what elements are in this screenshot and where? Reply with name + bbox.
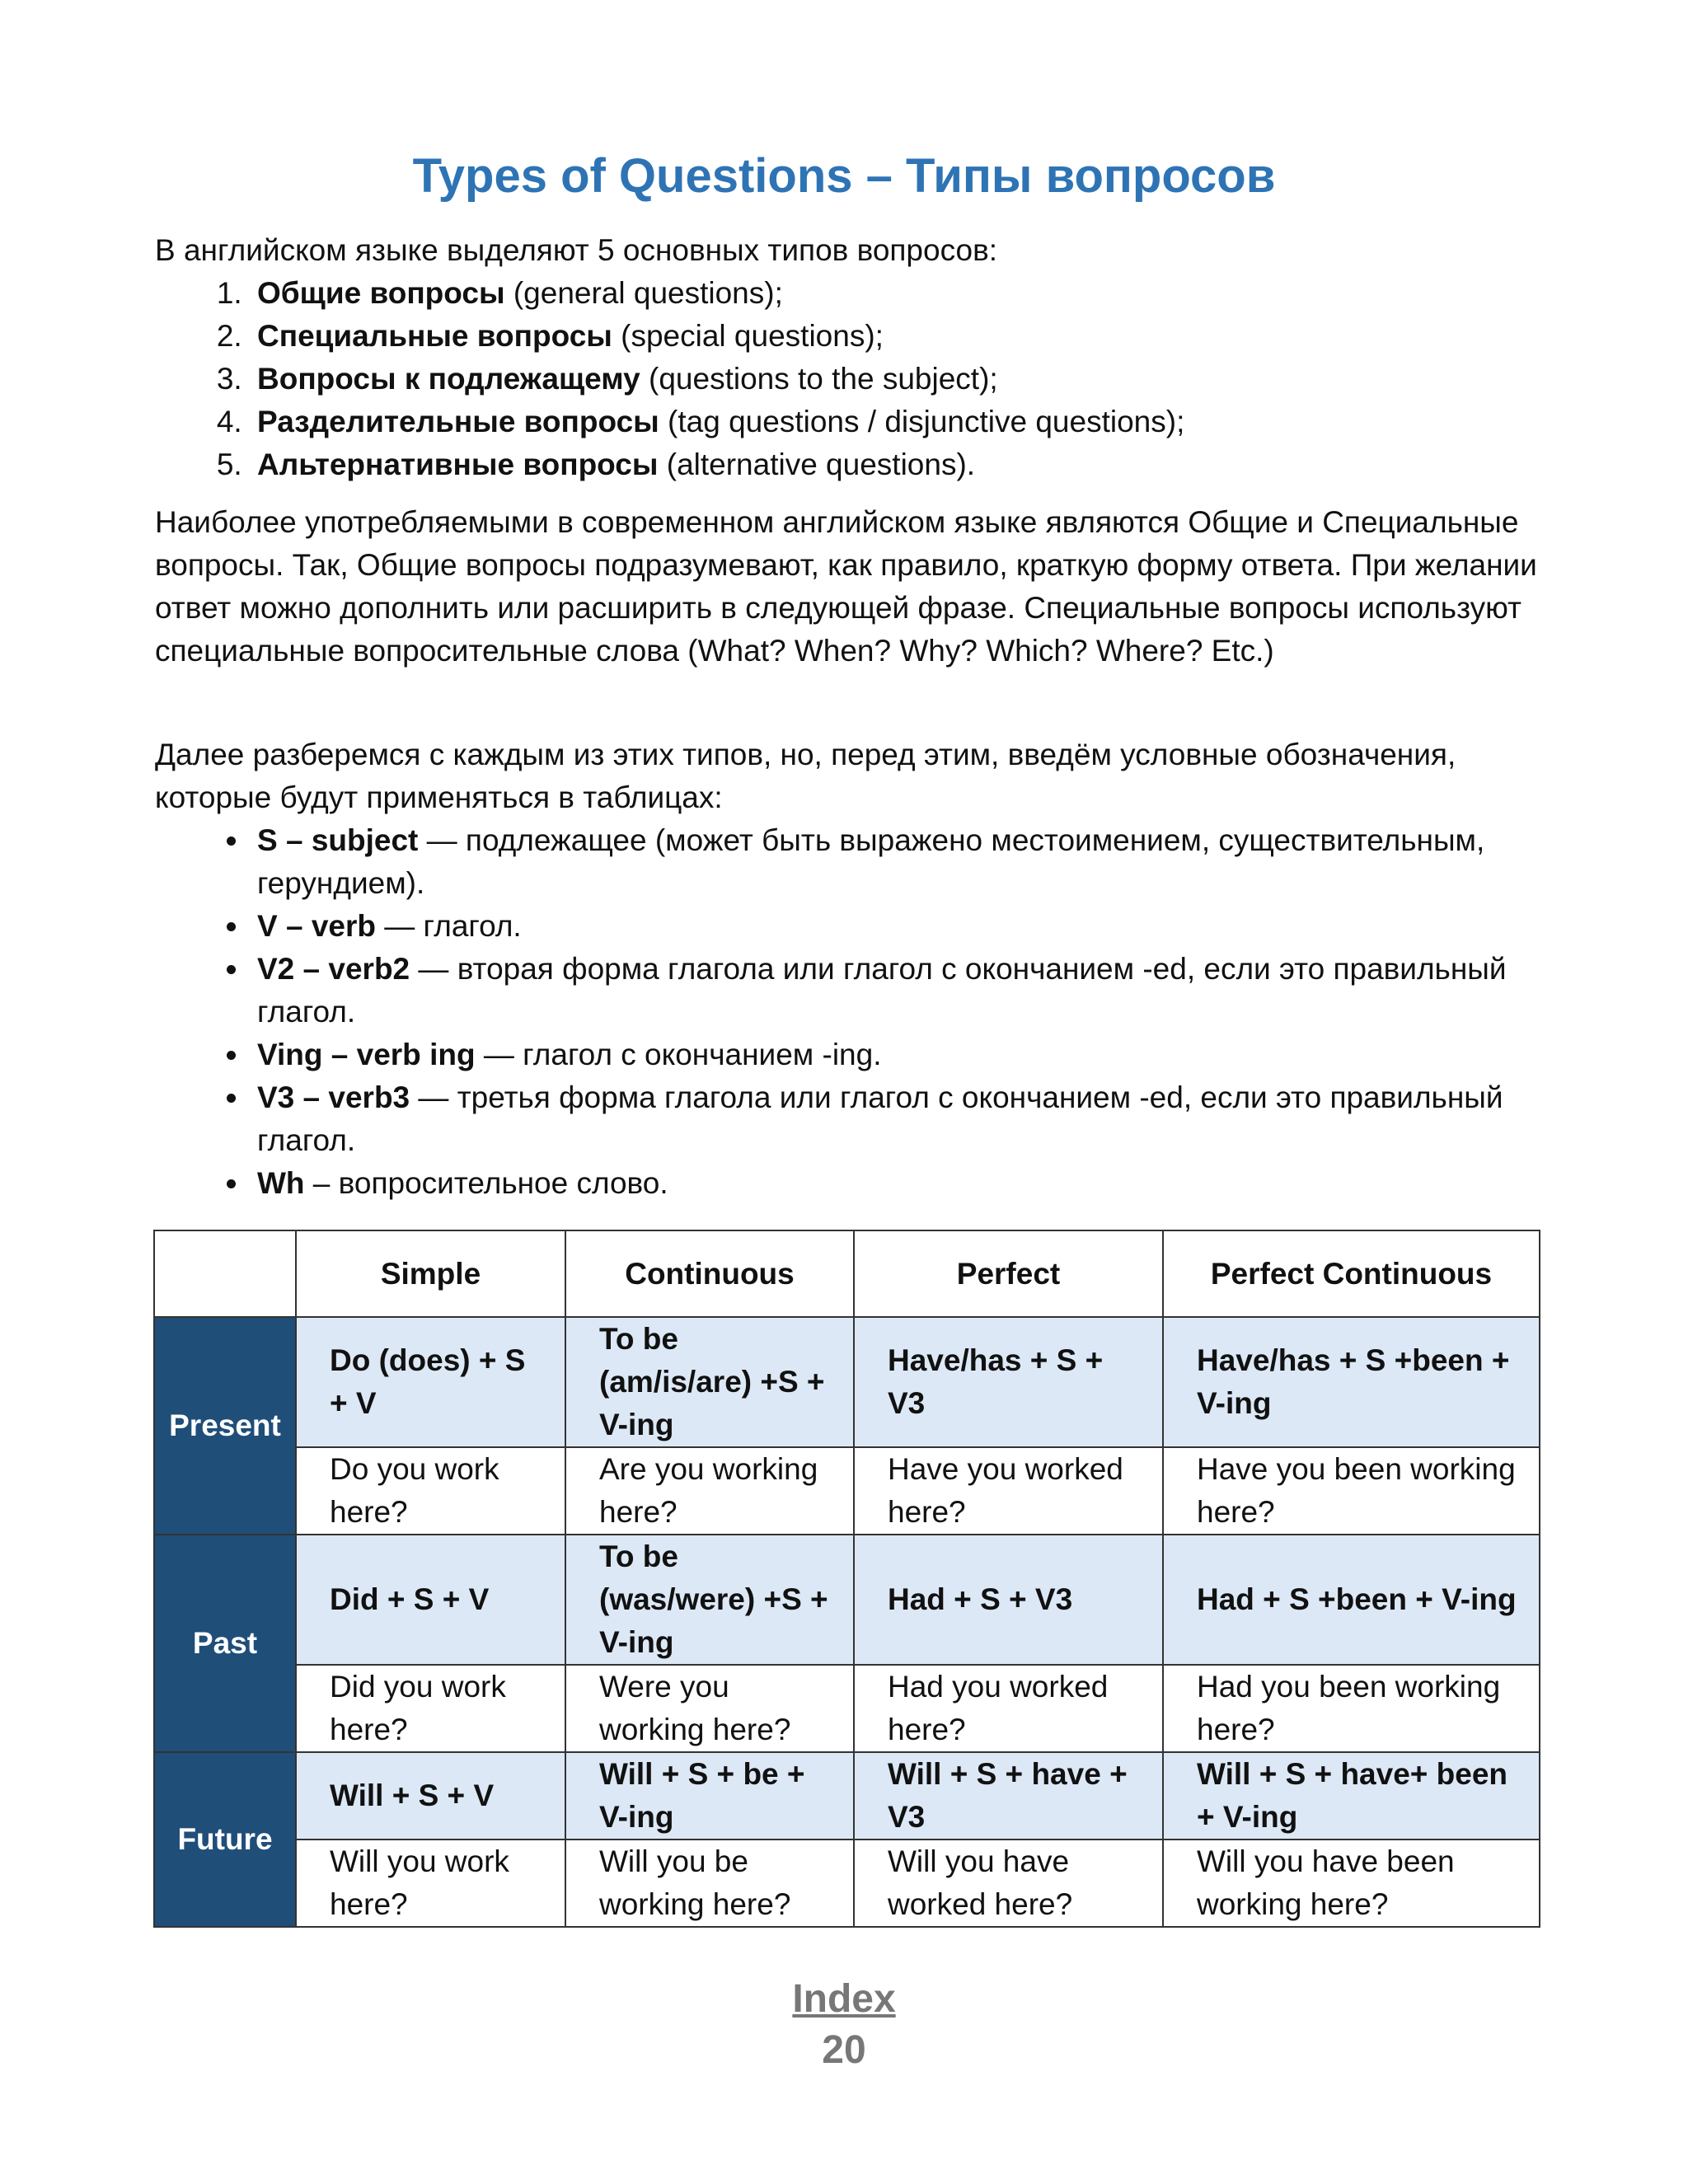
formula-cell: Did + S + V [296, 1535, 565, 1665]
formula-cell: Will + S + be + V-ing [565, 1752, 854, 1840]
list-item [251, 315, 1556, 358]
notation-section [155, 733, 1556, 1205]
formula-cell: To be (am/is/are) +S + V-ing [565, 1317, 854, 1447]
list-item [251, 358, 1556, 401]
list-item-term: Разделительные вопросы [257, 405, 659, 438]
example-cell: Will you have worked here? [854, 1840, 1163, 1927]
list-item-desc: — подлежащее (может быть выражено местоимением, существительным, герундием). [257, 823, 1485, 900]
page-title: Types of Questions – Типы вопросов [412, 149, 1276, 203]
example-cell: Were you working here? [565, 1665, 854, 1752]
example-cell: Do you work here? [296, 1447, 565, 1535]
example-cell: Will you work here? [296, 1840, 565, 1927]
list-item-term: S – subject [257, 823, 419, 857]
list-item [251, 905, 1556, 948]
table-row [154, 1447, 1540, 1535]
list-item-term: V2 – verb2 [257, 952, 410, 986]
list-item-desc: — вторая форма глагола или глагол с окончанием -ed, если это правильный глагол. [257, 952, 1507, 1029]
table-row [154, 1840, 1540, 1927]
page-footer [0, 1974, 1688, 2076]
list-item [251, 1162, 1556, 1205]
example-cell: Did you work here? [296, 1665, 565, 1752]
list-item-desc: — третья форма глагола или глагол с окончанием -ed, если это правильный глагол. [257, 1080, 1503, 1157]
table-corner-cell [154, 1230, 296, 1317]
list-item [251, 948, 1556, 1033]
paragraph-common-questions: Наиболее употребляемыми в современном английском языке являются Общие и Специальные вопросы. Так, Общие вопросы подразумевают, как правило, краткую форму ответа. При желании ответ можно дополнить или расширить в следующей фразе. Специальные вопросы используют специальные вопросительные слова (What? When? Why? Which? Where? Etc.) [155, 505, 1537, 668]
list-item [251, 819, 1556, 905]
example-cell: Are you working here? [565, 1447, 854, 1535]
example-cell: Have you worked here? [854, 1447, 1163, 1535]
list-item-desc: – вопросительное слово. [304, 1166, 668, 1200]
formula-cell: Had + S +been + V-ing [1163, 1535, 1540, 1665]
page-number: 20 [822, 2028, 866, 2072]
list-item-term: Ving – verb ing [257, 1038, 476, 1071]
list-item [251, 401, 1556, 443]
formula-cell: To be (was/were) +S + V-ing [565, 1535, 854, 1665]
example-cell: Had you worked here? [854, 1665, 1163, 1752]
list-item-term: Вопросы к подлежащему [257, 362, 640, 396]
table-row [154, 1317, 1540, 1447]
list-item-term: V – verb [257, 909, 376, 943]
column-header-simple: Simple [296, 1230, 565, 1317]
formula-cell: Will + S + have + V3 [854, 1752, 1163, 1840]
table-row [154, 1535, 1540, 1665]
list-item [251, 1033, 1556, 1076]
formula-cell: Have/has + S + V3 [854, 1317, 1163, 1447]
intro-text: В английском языке выделяют 5 основных типов вопросов: [155, 233, 998, 267]
list-item [251, 1076, 1556, 1162]
formula-cell: Will + S + V [296, 1752, 565, 1840]
row-header-present: Present [154, 1317, 296, 1535]
formula-cell: Had + S + V3 [854, 1535, 1163, 1665]
index-link[interactable]: Index [792, 1977, 896, 2021]
intro-section [155, 229, 1556, 486]
table-header-row [154, 1230, 1540, 1317]
table-row [154, 1752, 1540, 1840]
example-cell: Have you been working here? [1163, 1447, 1540, 1535]
list-item-term: V3 – verb3 [257, 1080, 410, 1114]
question-types-list [155, 272, 1556, 486]
column-header-continuous: Continuous [565, 1230, 854, 1317]
list-item-term: Специальные вопросы [257, 319, 612, 353]
tenses-question-table [153, 1230, 1540, 1928]
formula-cell: Do (does) + S + V [296, 1317, 565, 1447]
row-header-past: Past [154, 1535, 296, 1752]
row-header-future: Future [154, 1752, 296, 1927]
example-cell: Had you been working here? [1163, 1665, 1540, 1752]
list-item [251, 272, 1556, 315]
notation-intro: Далее разберемся с каждым из этих типов, но, перед этим, введём условные обозначения, которые будут применяться в таблицах: [155, 738, 1456, 814]
list-item [251, 443, 1556, 486]
list-item-term: Альтернативные вопросы [257, 448, 659, 481]
list-item-desc: — глагол. [375, 909, 522, 943]
example-cell: Will you be working here? [565, 1840, 854, 1927]
list-item-desc: — глагол с окончанием -ing. [475, 1038, 882, 1071]
list-item-desc: (general questions); [504, 276, 783, 310]
list-item-desc: (tag questions / disjunctive questions); [659, 405, 1185, 438]
list-item-desc: (questions to the subject); [640, 362, 998, 396]
list-item-desc: (alternative questions). [658, 448, 976, 481]
list-item-term: Общие вопросы [257, 276, 505, 310]
example-cell: Will you have been working here? [1163, 1840, 1540, 1927]
list-item-term: Wh [257, 1166, 305, 1200]
notation-list [155, 819, 1556, 1205]
column-header-perfect-continuous: Perfect Continuous [1163, 1230, 1540, 1317]
formula-cell: Will + S + have+ been + V-ing [1163, 1752, 1540, 1840]
list-item-desc: (special questions); [612, 319, 884, 353]
table-row [154, 1665, 1540, 1752]
formula-cell: Have/has + S +been + V-ing [1163, 1317, 1540, 1447]
column-header-perfect: Perfect [854, 1230, 1163, 1317]
